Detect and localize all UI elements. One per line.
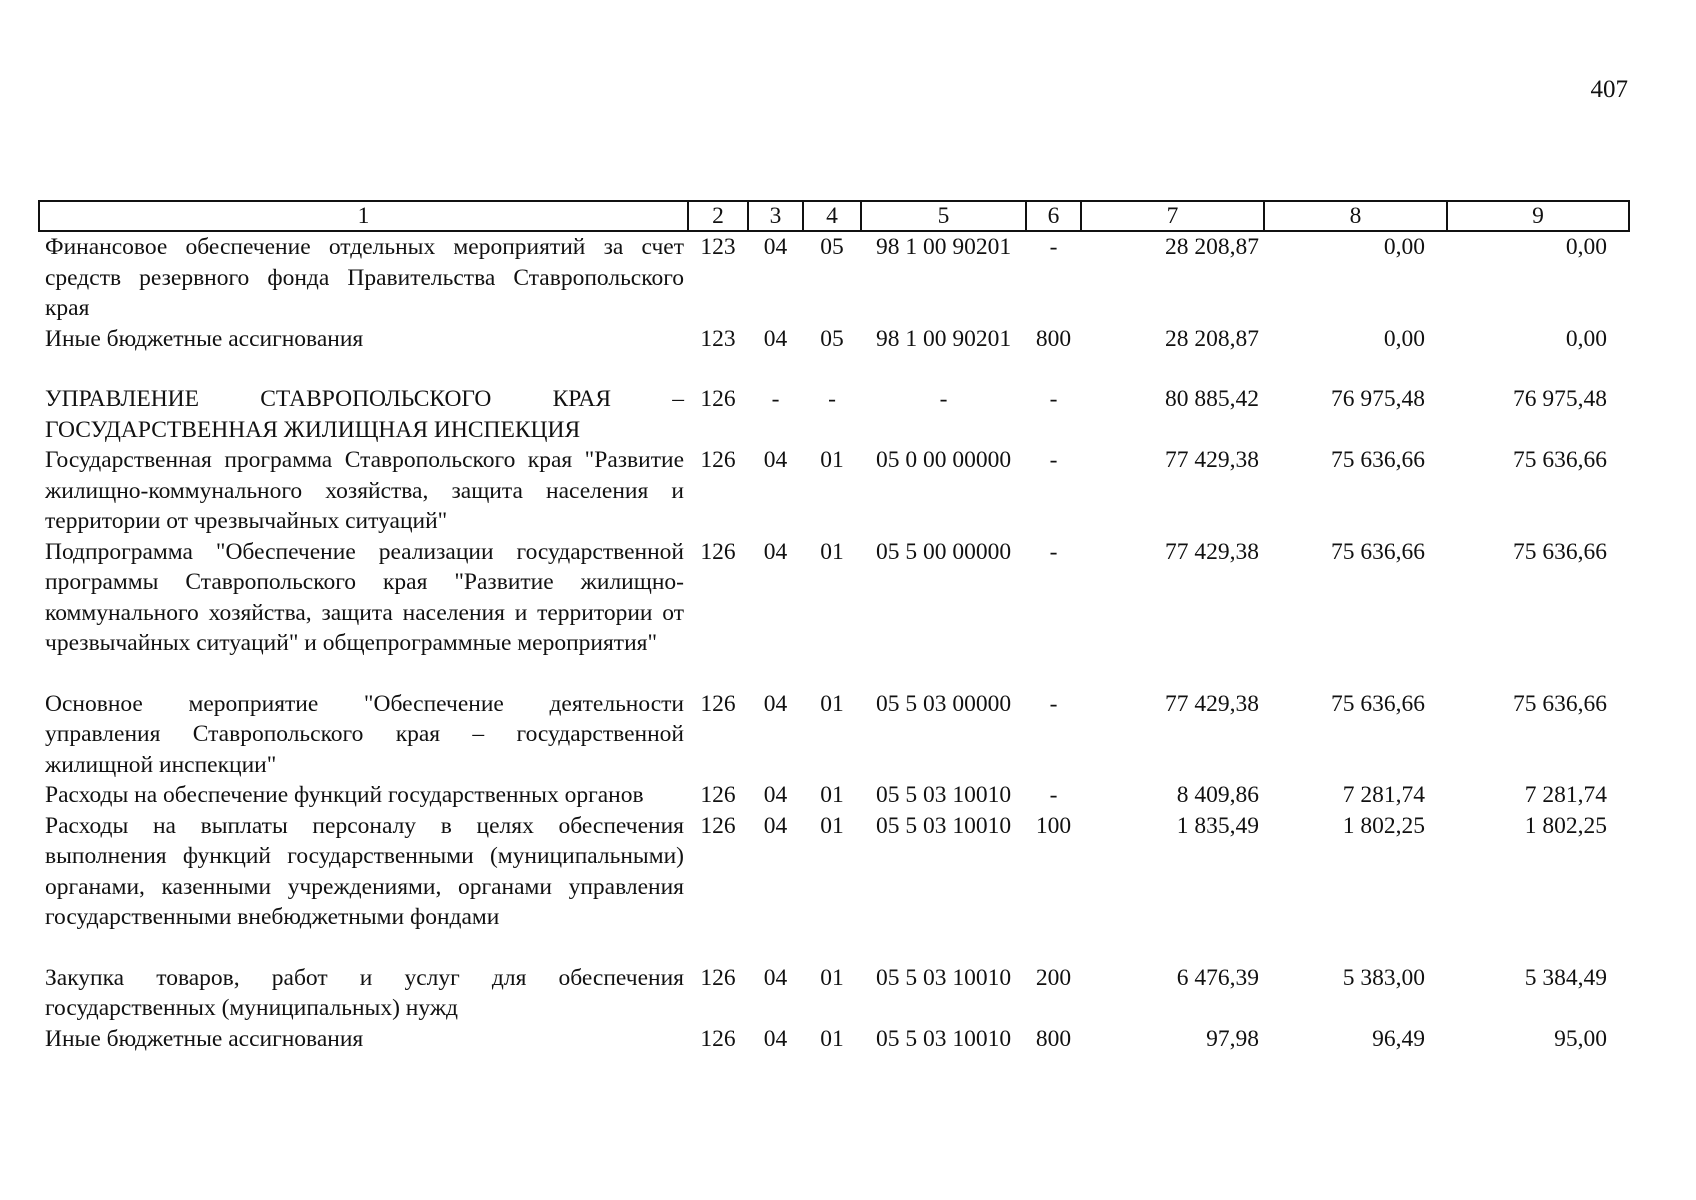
row-code-2: 126 xyxy=(700,812,736,839)
column-header-5: 5 xyxy=(861,201,1026,231)
row-value-9: 76 975,48 xyxy=(1513,386,1607,412)
row-code-4: 01 xyxy=(820,447,844,473)
table-row xyxy=(39,537,1629,689)
row-description: Расходы на обеспечение функций государственных органов xyxy=(45,782,644,808)
row-code-5: 05 5 03 10010 xyxy=(875,1025,1012,1052)
row-value-9: 75 636,66 xyxy=(1513,690,1607,717)
row-value-8: 75 636,66 xyxy=(1331,538,1425,565)
row-code-2: 123 xyxy=(700,234,736,260)
row-code-3: 04 xyxy=(763,234,788,260)
column-header-4: 4 xyxy=(803,201,861,231)
row-code-5: 05 5 03 00000 xyxy=(875,690,1012,717)
row-value-8: 1 802,25 xyxy=(1342,812,1425,839)
row-code-3: 04 xyxy=(763,812,788,839)
row-value-9: 95,00 xyxy=(1554,1025,1607,1052)
row-code-3: 04 xyxy=(763,538,788,565)
row-code-2: 126 xyxy=(700,538,736,565)
row-code-5: - xyxy=(939,386,948,412)
row-value-9: 0,00 xyxy=(1565,234,1607,260)
row-description: Государственная программа Ставропольского края "Развитие жилищно-коммунального хозяйства, защита населения и территории от чрезвычайных ситуаций" xyxy=(45,447,684,534)
header-row xyxy=(39,201,1629,231)
row-code-6: 100 xyxy=(1035,812,1072,839)
row-description: Иные бюджетные ассигнования xyxy=(45,1025,364,1052)
row-code-4: 01 xyxy=(820,964,844,991)
row-code-3: 04 xyxy=(763,690,788,717)
table-row xyxy=(39,231,1629,324)
table-body xyxy=(39,231,1629,1054)
page-number: 407 xyxy=(1590,76,1628,103)
row-code-5: 05 5 03 10010 xyxy=(875,782,1012,808)
row-code-5: 05 5 03 10010 xyxy=(875,812,1012,839)
row-code-2: 126 xyxy=(700,447,736,473)
row-code-2: 123 xyxy=(700,325,736,352)
row-code-4: 01 xyxy=(820,782,844,808)
table-row xyxy=(39,445,1629,537)
row-value-8: 5 383,00 xyxy=(1342,964,1425,991)
row-value-9: 1 802,25 xyxy=(1524,812,1607,839)
row-code-6: 200 xyxy=(1035,964,1072,991)
row-code-3: - xyxy=(771,386,780,412)
row-description: Подпрограмма "Обеспечение реализации государственной программы Ставропольского края "Развитие жилищно-коммунального хозяйства, защита населения и территории от чрезвычайных ситуаций" и общепрограммные мероприятия" xyxy=(45,538,684,656)
column-header-3: 3 xyxy=(748,201,803,231)
row-code-5: 98 1 00 90201 xyxy=(875,325,1012,352)
row-code-6: - xyxy=(1049,234,1058,260)
row-code-5: 98 1 00 90201 xyxy=(875,234,1012,260)
table-row xyxy=(39,780,1629,811)
column-header-8: 8 xyxy=(1264,201,1447,231)
row-value-7: 77 429,38 xyxy=(1165,690,1259,717)
row-code-4: 01 xyxy=(820,538,844,565)
row-value-9: 7 281,74 xyxy=(1524,782,1607,808)
row-value-8: 75 636,66 xyxy=(1331,690,1425,717)
row-value-7: 1 835,49 xyxy=(1176,812,1259,839)
row-value-7: 28 208,87 xyxy=(1165,325,1259,352)
row-code-4: 01 xyxy=(820,1025,844,1052)
row-code-3: 04 xyxy=(763,447,788,473)
row-value-8: 7 281,74 xyxy=(1342,782,1425,808)
row-value-8: 0,00 xyxy=(1383,325,1425,352)
row-description: Закупка товаров, работ и услуг для обеспечения государственных (муниципальных) нужд xyxy=(45,964,684,1021)
row-code-6: - xyxy=(1049,690,1058,717)
table-row xyxy=(39,963,1629,1024)
column-header-7: 7 xyxy=(1081,201,1264,231)
row-code-6: - xyxy=(1049,386,1058,412)
row-code-3: 04 xyxy=(763,782,788,808)
row-description: Иные бюджетные ассигнования xyxy=(45,325,364,352)
row-code-2: 126 xyxy=(700,386,736,412)
row-value-9: 0,00 xyxy=(1565,325,1607,352)
row-code-6: 800 xyxy=(1035,325,1072,352)
row-value-7: 80 885,42 xyxy=(1165,386,1259,412)
row-code-4: 01 xyxy=(820,690,844,717)
row-value-8: 96,49 xyxy=(1372,1025,1425,1052)
row-description: УПРАВЛЕНИЕ СТАВРОПОЛЬСКОГО КРАЯ – ГОСУДАРСТВЕННАЯ ЖИЛИЩНАЯ ИНСПЕКЦИЯ xyxy=(45,386,684,443)
budget-table xyxy=(38,200,1630,1054)
table-row xyxy=(39,811,1629,963)
row-value-7: 77 429,38 xyxy=(1165,538,1259,565)
row-value-7: 77 429,38 xyxy=(1165,447,1259,473)
table-row xyxy=(39,324,1629,385)
row-description: Финансовое обеспечение отдельных мероприятий за счет средств резервного фонда Правительства Ставропольского края xyxy=(45,234,684,321)
table-row xyxy=(39,689,1629,781)
column-header-9: 9 xyxy=(1447,201,1629,231)
row-code-4: 05 xyxy=(820,325,844,352)
row-code-3: 04 xyxy=(763,964,788,991)
row-description: Расходы на выплаты персоналу в целях обеспечения выполнения функций государственными (муниципальными) органами, казенными учреждениями, органами управления государственными внебюджетными фондами xyxy=(45,812,684,930)
column-header-2: 2 xyxy=(688,201,748,231)
row-code-5: 05 5 00 00000 xyxy=(875,538,1012,565)
column-header-1: 1 xyxy=(39,201,688,231)
row-code-4: 05 xyxy=(820,234,844,260)
row-value-8: 76 975,48 xyxy=(1331,386,1425,412)
row-value-9: 75 636,66 xyxy=(1513,538,1607,565)
row-code-6: - xyxy=(1049,782,1058,808)
table-row xyxy=(39,1024,1629,1055)
table-row xyxy=(39,384,1629,445)
row-code-5: 05 5 03 10010 xyxy=(875,964,1012,991)
row-code-4: 01 xyxy=(820,812,844,839)
row-value-7: 6 476,39 xyxy=(1176,964,1259,991)
row-code-2: 126 xyxy=(700,782,736,808)
row-value-7: 8 409,86 xyxy=(1176,782,1259,808)
column-header-6: 6 xyxy=(1026,201,1081,231)
row-code-6: 800 xyxy=(1035,1025,1072,1052)
row-description: Основное мероприятие "Обеспечение деятельности управления Ставропольского края – государственной жилищной инспекции" xyxy=(45,690,684,778)
row-code-6: - xyxy=(1049,447,1058,473)
row-code-3: 04 xyxy=(763,325,788,352)
row-code-3: 04 xyxy=(763,1025,788,1052)
row-code-4: - xyxy=(828,386,836,412)
row-code-6: - xyxy=(1049,538,1058,565)
row-value-7: 28 208,87 xyxy=(1165,234,1259,260)
row-code-2: 126 xyxy=(700,1025,736,1052)
row-code-2: 126 xyxy=(700,690,736,717)
row-value-8: 0,00 xyxy=(1383,234,1425,260)
row-value-9: 75 636,66 xyxy=(1513,447,1607,473)
row-code-2: 126 xyxy=(700,964,736,991)
row-value-9: 5 384,49 xyxy=(1524,964,1607,991)
row-value-7: 97,98 xyxy=(1206,1025,1259,1052)
row-value-8: 75 636,66 xyxy=(1331,447,1425,473)
row-code-5: 05 0 00 00000 xyxy=(875,447,1012,473)
